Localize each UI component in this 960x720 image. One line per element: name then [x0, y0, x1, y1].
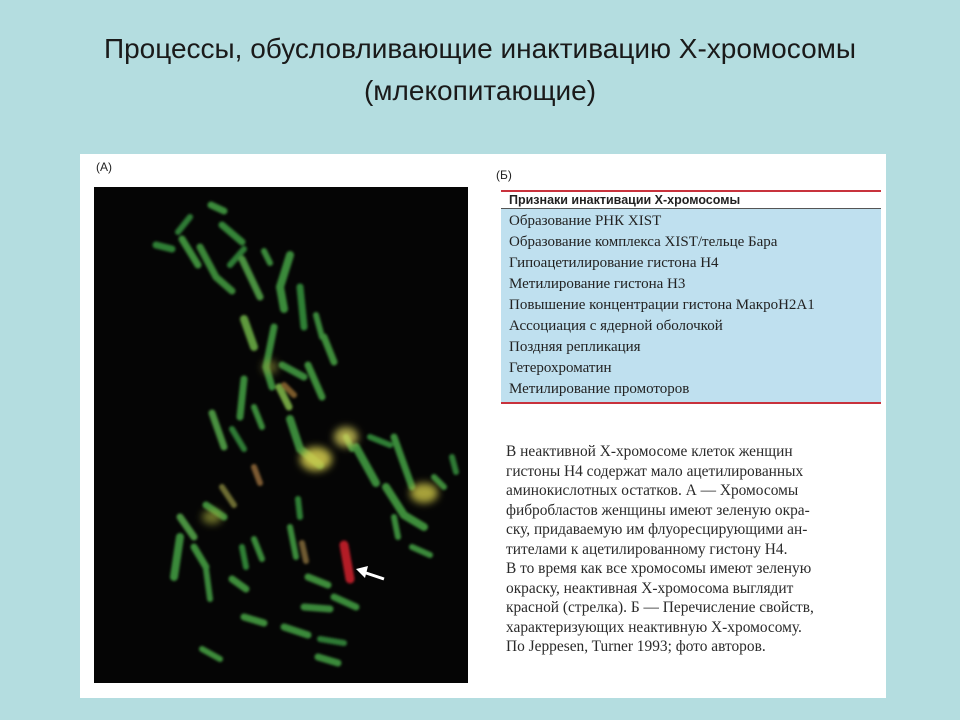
table-row: Поздняя репликация	[509, 339, 641, 355]
caption-line: красной (стрелка). Б — Перечисление свойств,	[506, 599, 814, 616]
arrow-icon	[356, 566, 384, 579]
figure-caption	[506, 442, 884, 657]
micrograph-image	[94, 187, 468, 683]
table-row: Метилирование гистона Н3	[509, 276, 686, 292]
table-row: Образование РНК XIST	[509, 213, 662, 229]
panel-a-label: (А)	[96, 160, 112, 174]
figure	[80, 154, 886, 698]
table-row: Гипоацетилирование гистона Н4	[509, 255, 719, 271]
caption-line: аминокислотных остатков. А — Хромосомы	[506, 482, 799, 499]
caption-line: ску, придаваемую им флуоресцирующими ан-	[506, 521, 808, 538]
caption-line: В то время как все хромосомы имеют зеленую	[506, 560, 812, 577]
caption-line: тителами к ацетилированному гистону Н4.	[506, 540, 788, 558]
slide-title: Процессы, обусловливающие инактивацию Х-хромосомы (млекопитающие)	[103, 33, 857, 106]
caption-line: В неактивной Х-хромосоме клеток женщин	[506, 443, 793, 460]
caption-line: окраску, неактивная Х-хромосома выглядит	[506, 579, 794, 597]
table-header: Признаки инактивации Х-хромосомы	[501, 190, 881, 208]
table-row: Ассоциация с ядерной оболочкой	[509, 318, 723, 334]
caption-line: характеризующих неактивную Х-хромосому.	[506, 618, 802, 636]
panel-b-label: (Б)	[496, 168, 512, 182]
table-row: Повышение концентрации гистона МакроН2А1	[509, 297, 815, 313]
inactivation-features-table	[501, 190, 881, 404]
chromosome-micrograph	[94, 187, 468, 683]
table-row: Метилирование промоторов	[509, 381, 690, 397]
table-row: Гетерохроматин	[509, 360, 612, 376]
table-body	[501, 208, 881, 404]
table-row: Образование комплекса XIST/тельце Бара	[509, 234, 778, 250]
caption-line: По Jeppesen, Turner 1993; фото авторов.	[506, 638, 766, 655]
caption-line: фибробластов женщины имеют зеленую окра-	[506, 501, 810, 519]
caption-line: гистоны Н4 содержат мало ацетилированных	[506, 462, 804, 480]
